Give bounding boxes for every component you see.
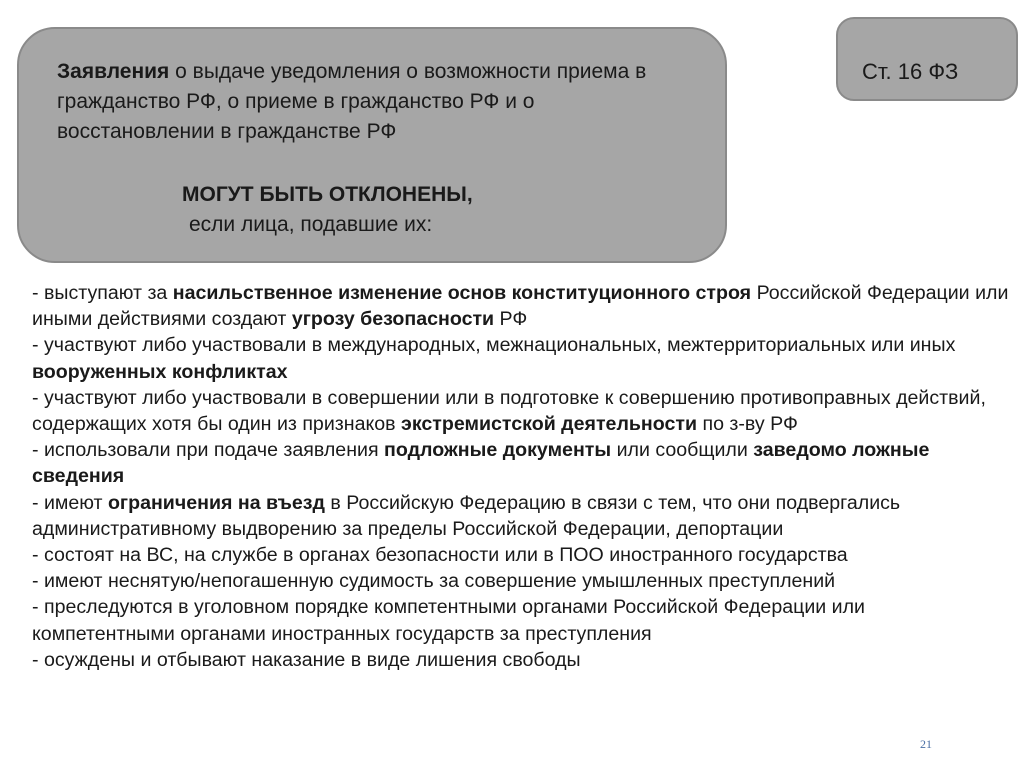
ground-item [32, 332, 1012, 384]
ground-text: - использовали при подаче заявления [32, 439, 385, 462]
ground-item [32, 647, 1012, 673]
ground-text: - выступают за [32, 282, 173, 304]
intro-lead: Заявления [57, 60, 170, 83]
ground-item [32, 385, 1012, 437]
ground-text: - участвуют либо участвовали в международных, межнациональных, межтерриториальных или иных [32, 334, 956, 357]
ground-emphasis: ограничения на въезд [107, 491, 325, 514]
grounds-list [32, 280, 1012, 673]
ground-emphasis: экстремистской деятельности [401, 413, 698, 436]
ground-item [32, 437, 1012, 489]
ground-text: в Российскую Федерацию в связи с тем, что они подвергались административному выдворению за пределы Российской Федерации, депортации [32, 491, 901, 540]
intro-rest: о выдаче уведомления о возможности приема в гражданство РФ, о приеме в гражданство РФ и о восстановлении в гражданстве РФ [57, 60, 647, 143]
cannot-heading: МОГУТ БЫТЬ ОТКЛОНЕНЫ, [182, 183, 473, 206]
ground-text: - состоят на ВС, на службе в органах безопасности или в ПОО иностранного государства [32, 544, 848, 567]
ground-text: РФ [494, 308, 528, 331]
ground-text: по з-ву РФ [697, 413, 798, 436]
ground-text: - имеют неснятую/непогашенную судимость за совершение умышленных преступлений [32, 570, 836, 593]
page-number: 21 [920, 737, 932, 751]
ground-text: Российской Федерации или иными действиями создают [32, 282, 1009, 331]
ground-text: - участвуют либо участвовали в совершении или в подготовке к совершению противоправных действий, содержащих хотя бы один из признаков [32, 386, 986, 436]
condition-text: если лица, подавшие их: [189, 213, 433, 236]
ground-item [32, 280, 1012, 332]
ground-item [32, 568, 1012, 594]
ground-text: или сообщили [611, 439, 754, 462]
reference-box [836, 17, 1018, 101]
ground-text: - имеют [32, 491, 108, 514]
ground-item [32, 594, 1012, 646]
ground-text: - осуждены и отбывают наказание в виде лишения свободы [32, 648, 581, 671]
reference-text: Ст. 16 ФЗ [862, 59, 959, 84]
ground-emphasis: подложные документы [384, 439, 612, 462]
ground-emphasis: угрозу безопасности [291, 308, 495, 331]
header-box [17, 27, 727, 263]
ground-emphasis: насильственное изменение основ конституционного строя [172, 282, 752, 304]
ground-item [32, 490, 1012, 542]
ground-text: - преследуются в уголовном порядке компетентными органами Российской Федерации или компетентными органами иностранных государств за преступления [32, 596, 865, 645]
ground-emphasis: заведомо ложные сведения [32, 439, 930, 488]
ground-emphasis: вооруженных конфликтах [32, 360, 288, 383]
intro-text [57, 57, 697, 147]
ground-item [32, 542, 1012, 568]
